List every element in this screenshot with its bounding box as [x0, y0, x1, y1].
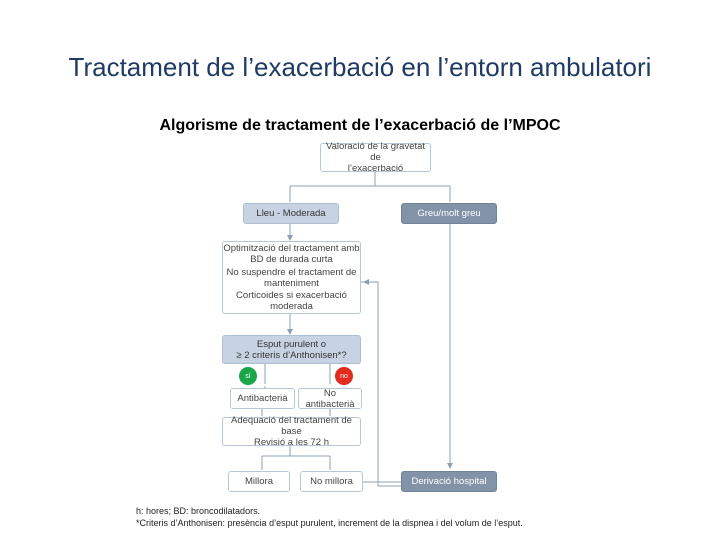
footnote-abbreviations: h: hores; BD: broncodilatadors.	[136, 506, 261, 516]
connector-side-loop	[361, 282, 401, 486]
node-esput-line1: Esput purulent o	[256, 338, 327, 350]
node-millora-label: Millora	[245, 476, 273, 487]
node-lleu-label: Lleu - Moderada	[256, 208, 326, 219]
no-circle: no	[335, 367, 353, 385]
node-valoracio-line1: Valoració de la gravetat de	[325, 141, 426, 163]
node-adequacio-line2: Revisió a les 72 h	[254, 437, 329, 448]
connector-valoracio	[290, 171, 450, 202]
node-antibacteria-label: Antibacterià	[237, 393, 288, 404]
node-no-antibacteria	[298, 388, 362, 409]
connector-adequacio-split	[262, 446, 330, 470]
yes-circle: sí	[239, 367, 257, 385]
node-adequacio	[222, 417, 361, 446]
node-opt1-line1: Optimització del tractament amb	[223, 243, 360, 255]
node-adequacio-line1: Adequació del tractament de base	[231, 415, 352, 437]
node-esput	[222, 335, 361, 364]
node-noantibacteria-line2: antibacterià	[305, 398, 355, 410]
node-greu-label: Greu/molt greu	[417, 208, 481, 219]
node-valoracio-line2: l’exacerbació	[347, 163, 404, 174]
node-opt3-line1: Corticoides si exacerbació	[236, 289, 347, 301]
connector-esput-split	[265, 364, 330, 384]
footnote-anthonisen: *Criteris d’Anthonisen: presència d’esput purulent, increment de la dispnea i del volum de l’esput.	[136, 518, 523, 528]
node-nomillora-label: No millora	[310, 476, 353, 487]
node-millora	[228, 471, 290, 492]
slide-title: Tractament de l’exacerbació en l’entorn ambulatori	[68, 52, 652, 82]
node-no-millora	[300, 471, 363, 492]
node-derivacio-label: Derivació hospital	[411, 476, 487, 487]
node-opt2-line1: No suspendre el tractament de	[226, 266, 357, 278]
node-opt-item-1	[223, 243, 359, 265]
node-opt2-line2: manteniment	[264, 277, 319, 289]
node-opt-item-2	[227, 267, 357, 289]
node-esput-line2: ≥ 2 criteris d’Anthonisen*?	[236, 349, 347, 361]
node-derivacio-hospital	[401, 471, 497, 492]
node-opt1-line2: BD de durada curta	[250, 254, 333, 266]
node-lleu-moderada	[243, 203, 339, 224]
node-optimitzacio	[222, 241, 361, 314]
node-opt-item-3	[236, 290, 347, 312]
node-greu	[401, 203, 497, 224]
node-valoracio	[320, 143, 431, 172]
node-noantibacteria-line1: No	[323, 387, 337, 399]
node-opt3-line2: moderada	[270, 300, 313, 312]
algorithm-title: Algorisme de tractament de l’exacerbació de l’MPOC	[159, 117, 561, 134]
node-antibacteria	[230, 388, 295, 409]
